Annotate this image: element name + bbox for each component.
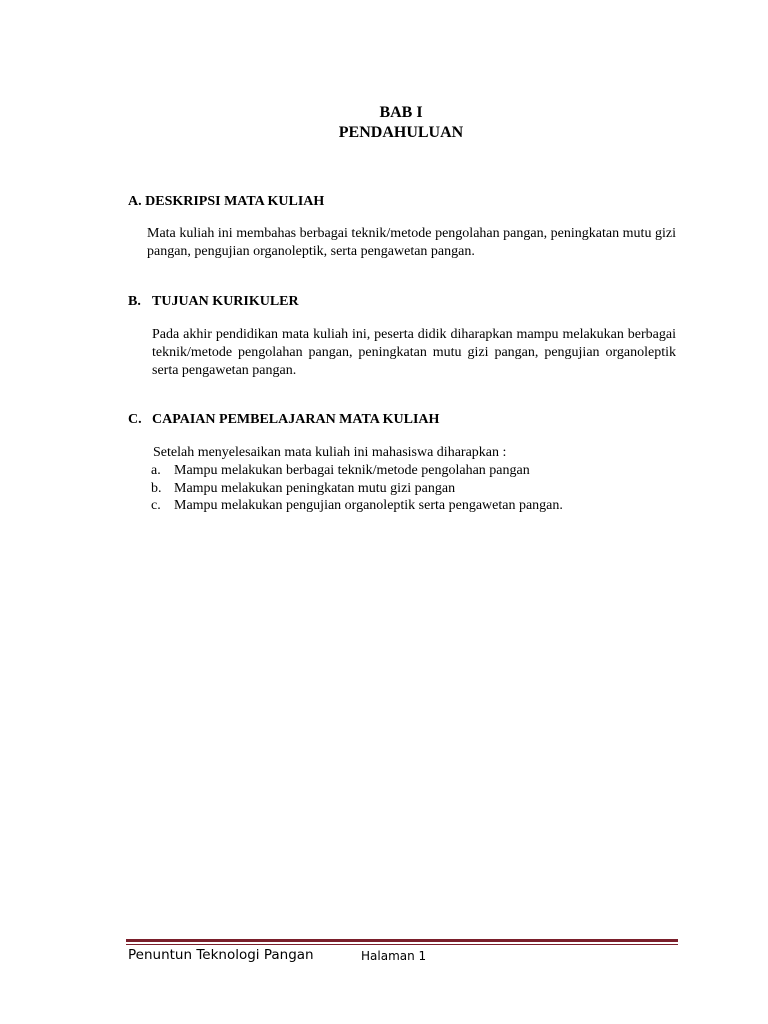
list-item-text: Mampu melakukan berbagai teknik/metode pengolahan pangan — [174, 463, 530, 478]
section-b-paragraph: Pada akhir pendidikan mata kuliah ini, peserta didik diharapkan mampu melakukan berbagai teknik/metode pengolahan pangan, peningkatan mutu gizi pangan, pengujian organoleptik serta pengawetan pangan. — [152, 327, 676, 378]
page-footer — [128, 946, 678, 964]
section-a-paragraph: Mata kuliah ini membahas berbagai teknik/metode pengolahan pangan, peningkatan mutu gizi pangan, pengujian organoleptik, serta pengawetan pangan. — [147, 226, 676, 259]
footer-page-number: Halaman 1 — [361, 949, 427, 963]
list-item-marker: a. — [151, 463, 161, 478]
chapter-title-block — [0, 103, 768, 143]
section-a-heading-text: DESKRIPSI MATA KULIAH — [145, 194, 325, 209]
section-b-heading-text: TUJUAN KURIKULER — [152, 294, 299, 309]
list-item-text: Mampu melakukan pengujian organoleptik serta pengawetan pangan. — [174, 498, 563, 513]
chapter-number: BAB I — [379, 104, 423, 121]
section-c — [128, 411, 676, 515]
footer-book-title: Penuntun Teknologi Pangan — [128, 947, 314, 963]
list-item — [151, 462, 676, 480]
list-item — [151, 480, 676, 498]
section-a — [128, 193, 676, 261]
footer-rule — [126, 939, 678, 942]
section-c-letter: C. — [128, 412, 142, 427]
footer-rule-thin — [126, 944, 678, 945]
section-c-heading-text: CAPAIAN PEMBELAJARAN MATA KULIAH — [152, 412, 440, 427]
section-b — [128, 293, 676, 380]
section-c-heading — [128, 411, 676, 428]
section-a-heading — [128, 193, 676, 210]
list-item-marker: c. — [151, 498, 161, 513]
section-c-list — [151, 462, 676, 515]
list-item — [151, 497, 676, 515]
section-a-letter: A. — [128, 194, 142, 209]
section-b-heading — [128, 293, 676, 310]
list-item-text: Mampu melakukan peningkatan mutu gizi pangan — [174, 480, 456, 496]
section-b-letter: B. — [128, 294, 141, 309]
section-c-intro: Setelah menyelesaikan mata kuliah ini mahasiswa diharapkan : — [153, 445, 507, 460]
list-item-marker: b. — [151, 480, 162, 496]
chapter-title: PENDAHULUAN — [338, 124, 464, 141]
